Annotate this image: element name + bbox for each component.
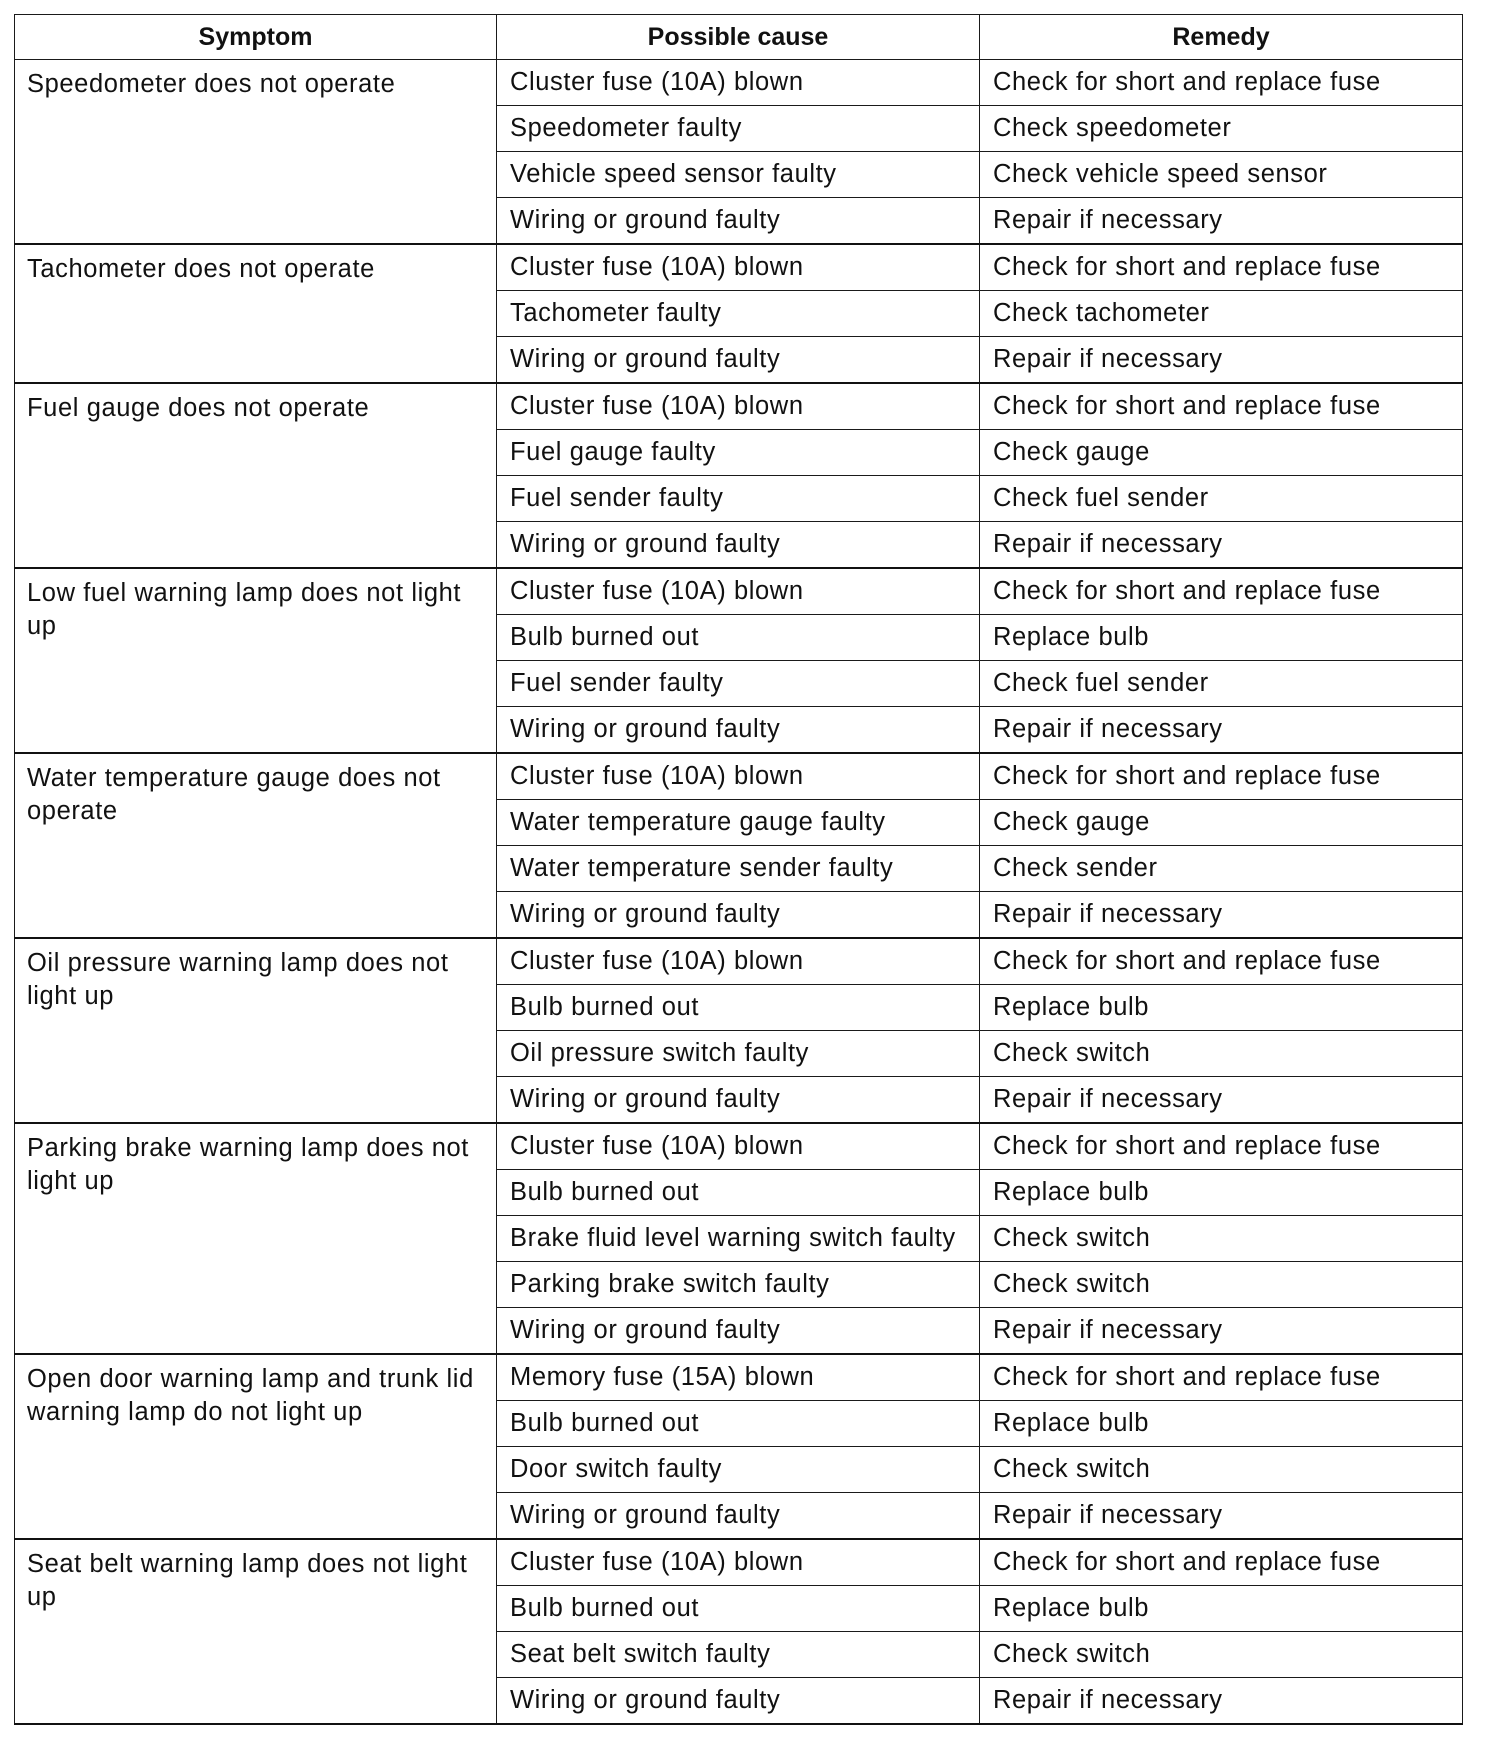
cause-cell: Wiring or ground faulty	[497, 337, 980, 384]
table-row	[15, 60, 1463, 106]
cause-cell: Wiring or ground faulty	[497, 707, 980, 754]
cause-cell: Bulb burned out	[497, 1401, 980, 1447]
symptom-cell: Speedometer does not operate	[15, 60, 497, 245]
remedy-cell: Repair if necessary	[980, 707, 1463, 754]
remedy-cell: Check for short and replace fuse	[980, 244, 1463, 291]
remedy-cell: Repair if necessary	[980, 1308, 1463, 1355]
cause-cell: Cluster fuse (10A) blown	[497, 1123, 980, 1170]
cause-cell: Cluster fuse (10A) blown	[497, 383, 980, 430]
cause-cell: Bulb burned out	[497, 615, 980, 661]
cause-cell: Speedometer faulty	[497, 106, 980, 152]
cause-cell: Door switch faulty	[497, 1447, 980, 1493]
symptom-cell: Oil pressure warning lamp does not light up	[15, 938, 497, 1123]
remedy-cell: Check for short and replace fuse	[980, 1539, 1463, 1586]
cause-cell: Wiring or ground faulty	[497, 522, 980, 569]
cause-cell: Cluster fuse (10A) blown	[497, 938, 980, 985]
remedy-cell: Check switch	[980, 1216, 1463, 1262]
cause-cell: Seat belt switch faulty	[497, 1632, 980, 1678]
table-body	[15, 60, 1463, 1725]
symptom-cell: Fuel gauge does not operate	[15, 383, 497, 568]
remedy-cell: Repair if necessary	[980, 1493, 1463, 1540]
troubleshooting-table	[14, 14, 1463, 1725]
remedy-cell: Repair if necessary	[980, 522, 1463, 569]
cause-cell: Oil pressure switch faulty	[497, 1031, 980, 1077]
cause-cell: Wiring or ground faulty	[497, 1077, 980, 1124]
troubleshooting-table-container	[14, 14, 1462, 1725]
cause-cell: Cluster fuse (10A) blown	[497, 1539, 980, 1586]
cause-cell: Wiring or ground faulty	[497, 1308, 980, 1355]
remedy-cell: Check for short and replace fuse	[980, 60, 1463, 106]
remedy-cell: Replace bulb	[980, 615, 1463, 661]
remedy-cell: Check gauge	[980, 800, 1463, 846]
table-row	[15, 1123, 1463, 1170]
cause-cell: Cluster fuse (10A) blown	[497, 568, 980, 615]
header-row	[15, 15, 1463, 60]
remedy-cell: Check vehicle speed sensor	[980, 152, 1463, 198]
table-header	[15, 15, 1463, 60]
header-remedy: Remedy	[980, 15, 1463, 60]
remedy-cell: Repair if necessary	[980, 1077, 1463, 1124]
cause-cell: Water temperature gauge faulty	[497, 800, 980, 846]
symptom-cell: Open door warning lamp and trunk lid warning lamp do not light up	[15, 1354, 497, 1539]
remedy-cell: Check switch	[980, 1632, 1463, 1678]
cause-cell: Fuel gauge faulty	[497, 430, 980, 476]
table-row	[15, 568, 1463, 615]
cause-cell: Fuel sender faulty	[497, 661, 980, 707]
cause-cell: Vehicle speed sensor faulty	[497, 152, 980, 198]
cause-cell: Bulb burned out	[497, 1586, 980, 1632]
remedy-cell: Check for short and replace fuse	[980, 383, 1463, 430]
cause-cell: Cluster fuse (10A) blown	[497, 60, 980, 106]
cause-cell: Parking brake switch faulty	[497, 1262, 980, 1308]
symptom-cell: Water temperature gauge does not operate	[15, 753, 497, 938]
cause-cell: Wiring or ground faulty	[497, 1678, 980, 1725]
cause-cell: Cluster fuse (10A) blown	[497, 244, 980, 291]
cause-cell: Bulb burned out	[497, 1170, 980, 1216]
cause-cell: Cluster fuse (10A) blown	[497, 753, 980, 800]
remedy-cell: Check switch	[980, 1262, 1463, 1308]
cause-cell: Wiring or ground faulty	[497, 1493, 980, 1540]
remedy-cell: Replace bulb	[980, 1401, 1463, 1447]
table-row	[15, 244, 1463, 291]
table-row	[15, 1539, 1463, 1586]
symptom-cell: Tachometer does not operate	[15, 244, 497, 383]
cause-cell: Fuel sender faulty	[497, 476, 980, 522]
table-row	[15, 1354, 1463, 1401]
cause-cell: Water temperature sender faulty	[497, 846, 980, 892]
header-symptom: Symptom	[15, 15, 497, 60]
remedy-cell: Check gauge	[980, 430, 1463, 476]
cause-cell: Memory fuse (15A) blown	[497, 1354, 980, 1401]
remedy-cell: Check for short and replace fuse	[980, 568, 1463, 615]
remedy-cell: Check switch	[980, 1031, 1463, 1077]
remedy-cell: Repair if necessary	[980, 337, 1463, 384]
cause-cell: Tachometer faulty	[497, 291, 980, 337]
remedy-cell: Replace bulb	[980, 1586, 1463, 1632]
table-row	[15, 383, 1463, 430]
cause-cell: Brake fluid level warning switch faulty	[497, 1216, 980, 1262]
remedy-cell: Repair if necessary	[980, 892, 1463, 939]
cause-cell: Wiring or ground faulty	[497, 198, 980, 245]
remedy-cell: Replace bulb	[980, 1170, 1463, 1216]
table-row	[15, 938, 1463, 985]
table-row	[15, 753, 1463, 800]
symptom-cell: Low fuel warning lamp does not light up	[15, 568, 497, 753]
cause-cell: Bulb burned out	[497, 985, 980, 1031]
header-possible-cause: Possible cause	[497, 15, 980, 60]
remedy-cell: Check fuel sender	[980, 476, 1463, 522]
remedy-cell: Check for short and replace fuse	[980, 1354, 1463, 1401]
remedy-cell: Check for short and replace fuse	[980, 753, 1463, 800]
remedy-cell: Replace bulb	[980, 985, 1463, 1031]
remedy-cell: Repair if necessary	[980, 1678, 1463, 1725]
remedy-cell: Check tachometer	[980, 291, 1463, 337]
symptom-cell: Parking brake warning lamp does not light up	[15, 1123, 497, 1354]
remedy-cell: Check for short and replace fuse	[980, 1123, 1463, 1170]
remedy-cell: Check sender	[980, 846, 1463, 892]
remedy-cell: Repair if necessary	[980, 198, 1463, 245]
remedy-cell: Check for short and replace fuse	[980, 938, 1463, 985]
remedy-cell: Check fuel sender	[980, 661, 1463, 707]
cause-cell: Wiring or ground faulty	[497, 892, 980, 939]
symptom-cell: Seat belt warning lamp does not light up	[15, 1539, 497, 1724]
remedy-cell: Check speedometer	[980, 106, 1463, 152]
remedy-cell: Check switch	[980, 1447, 1463, 1493]
